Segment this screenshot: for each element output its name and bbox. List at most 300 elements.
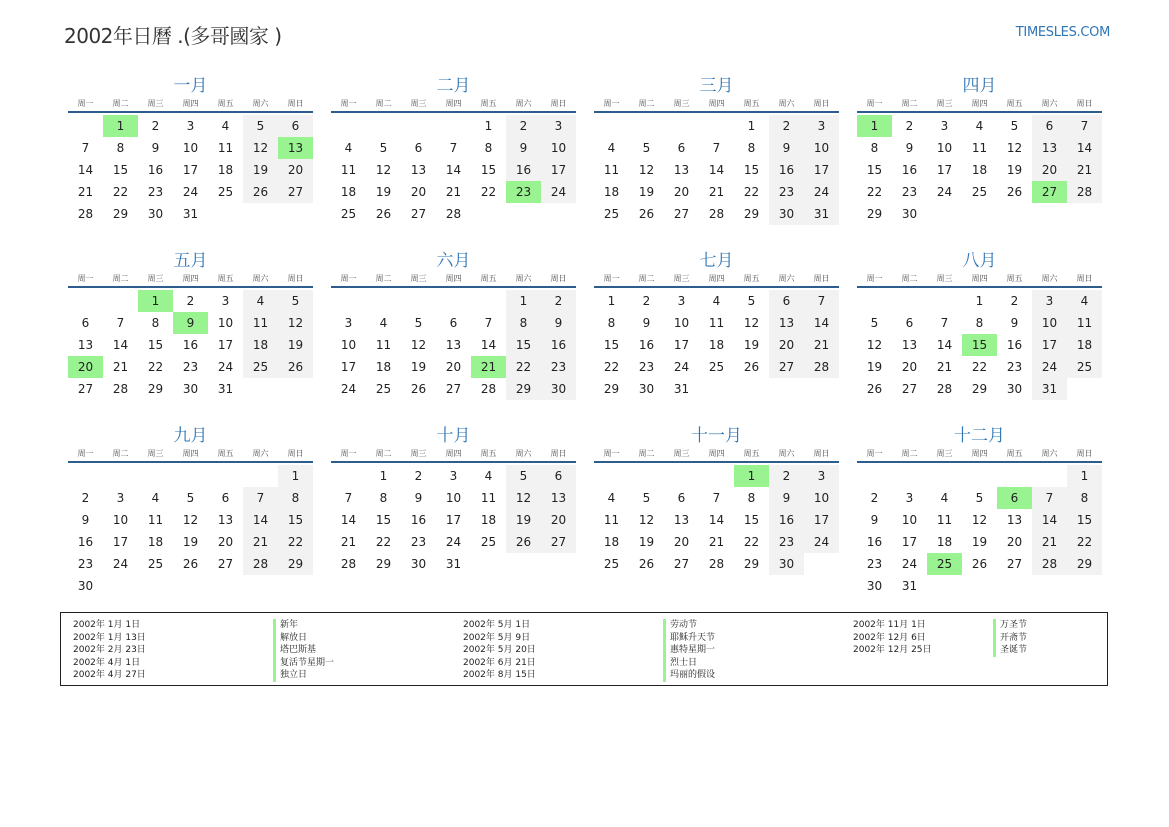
day-cell: 21 — [340, 535, 357, 549]
month-name: 二月 — [436, 76, 471, 96]
weekday-header — [68, 97, 313, 111]
weekday-label: 周日 — [1076, 99, 1093, 108]
holiday-date: 2002年 4月 27日 — [73, 670, 146, 680]
weekday-label: 周三 — [936, 274, 953, 283]
weekday-label: 周六 — [515, 274, 532, 283]
day-cell: 28 — [77, 207, 94, 221]
day-cell: 14 — [112, 338, 129, 352]
empty-cell — [331, 290, 366, 312]
weekday-label: 周二 — [638, 449, 655, 458]
calendar-months — [68, 75, 1102, 593]
weekday-label: 周日 — [287, 99, 304, 108]
day-cell: 17 — [340, 360, 357, 374]
weekday-label: 周六 — [252, 274, 269, 283]
weekday-label: 周二 — [375, 99, 392, 108]
day-cell: 25 — [603, 557, 620, 571]
day-cell: 13 — [1006, 513, 1023, 527]
day-cell: 11 — [217, 141, 234, 155]
day-cell: 29 — [112, 207, 129, 221]
weekday-label: 周四 — [445, 99, 462, 108]
holiday-list — [60, 612, 1108, 686]
day-cell: 27 — [278, 181, 313, 203]
day-cell: 26 — [1006, 185, 1023, 199]
month-name: 八月 — [962, 251, 997, 271]
day-cell: 3 — [804, 465, 839, 487]
weekday-label: 周四 — [708, 99, 725, 108]
holiday-day-cell: 1 — [103, 115, 138, 137]
day-cell: 17 — [804, 509, 839, 531]
day-cell: 9 — [506, 137, 541, 159]
day-cell: 24 — [901, 557, 918, 571]
day-cell: 26 — [506, 531, 541, 553]
month-name: 六月 — [436, 251, 471, 271]
day-cell: 19 — [243, 159, 278, 181]
day-cell: 15 — [603, 338, 620, 352]
day-cell: 4 — [151, 491, 160, 505]
day-cell: 4 — [607, 141, 616, 155]
weekday-label: 周四 — [182, 449, 199, 458]
day-cell: 24 — [445, 535, 462, 549]
weekday-label: 周二 — [375, 274, 392, 283]
day-cell: 25 — [217, 185, 234, 199]
day-cell: 10 — [936, 141, 953, 155]
weekday-header — [331, 97, 576, 111]
day-cell: 29 — [147, 382, 164, 396]
day-cell: 24 — [1032, 356, 1067, 378]
day-cell: 24 — [112, 557, 129, 571]
day-cell: 23 — [1006, 360, 1023, 374]
day-cell: 27 — [1006, 557, 1023, 571]
day-cell: 29 — [743, 207, 760, 221]
weekday-label: 周三 — [147, 449, 164, 458]
holiday-date: 2002年 8月 15日 — [463, 670, 536, 680]
day-cell: 20 — [445, 360, 462, 374]
weekday-label: 周日 — [1076, 449, 1093, 458]
day-cell: 20 — [1032, 159, 1067, 181]
day-cell: 2 — [642, 294, 651, 308]
day-cell: 20 — [769, 334, 804, 356]
day-cell: 28 — [804, 356, 839, 378]
empty-cell — [68, 115, 103, 137]
holiday-date: 2002年 6月 21日 — [463, 657, 536, 668]
day-cell: 20 — [217, 535, 234, 549]
day-cell: 26 — [971, 557, 988, 571]
day-cell: 30 — [638, 382, 655, 396]
header-rule — [857, 286, 1102, 288]
day-cell: 4 — [484, 469, 493, 483]
day-cell: 28 — [243, 553, 278, 575]
day-cell: 31 — [445, 557, 462, 571]
day-cell: 6 — [905, 316, 914, 330]
header-rule — [857, 111, 1102, 113]
empty-cell — [138, 465, 173, 487]
day-cell: 15 — [480, 163, 497, 177]
holiday-names-col-1 — [273, 619, 463, 685]
day-cell: 13 — [217, 513, 234, 527]
day-cell: 27 — [901, 382, 918, 396]
holiday-name: 耶稣升天节 — [663, 632, 853, 645]
header-rule — [594, 461, 839, 463]
day-cell: 8 — [278, 487, 313, 509]
day-cell: 16 — [1006, 338, 1023, 352]
day-cell: 31 — [804, 203, 839, 225]
site-link[interactable]: TIMESLES.COM — [1015, 25, 1110, 40]
day-cell: 18 — [708, 338, 725, 352]
day-cell: 20 — [673, 535, 690, 549]
day-cell: 15 — [866, 163, 883, 177]
day-cell: 18 — [147, 535, 164, 549]
month-name: 三月 — [699, 76, 734, 96]
day-cell: 6 — [541, 465, 576, 487]
day-cell: 12 — [278, 312, 313, 334]
day-cell: 24 — [804, 531, 839, 553]
empty-cell — [208, 465, 243, 487]
month-calendar — [68, 425, 313, 593]
day-cell: 20 — [410, 185, 427, 199]
day-cell: 21 — [243, 531, 278, 553]
weekday-label: 周五 — [217, 274, 234, 283]
day-cell: 18 — [480, 513, 497, 527]
day-cell: 26 — [866, 382, 883, 396]
holiday-day-cell: 9 — [173, 312, 208, 334]
day-cell: 11 — [480, 491, 497, 505]
day-cell: 21 — [708, 535, 725, 549]
day-cell: 15 — [278, 509, 313, 531]
day-cell: 6 — [677, 491, 686, 505]
day-cell: 28 — [708, 557, 725, 571]
day-cell: 31 — [901, 579, 918, 593]
day-cell: 23 — [901, 185, 918, 199]
day-cell: 16 — [182, 338, 199, 352]
day-cell: 7 — [449, 141, 458, 155]
month-name: 十二月 — [954, 426, 1005, 446]
day-cell: 22 — [743, 535, 760, 549]
holiday-day-cell: 20 — [68, 356, 103, 378]
day-cell: 21 — [1067, 159, 1102, 181]
weekday-label: 周三 — [410, 274, 427, 283]
empty-cell — [331, 115, 366, 137]
day-cell: 31 — [217, 382, 234, 396]
day-cell: 6 — [769, 290, 804, 312]
weekday-label: 周五 — [1006, 99, 1023, 108]
day-cell: 8 — [1067, 487, 1102, 509]
weekday-label: 周三 — [147, 274, 164, 283]
day-cell: 30 — [769, 203, 804, 225]
day-cell: 17 — [217, 338, 234, 352]
holiday-day-cell: 13 — [278, 137, 313, 159]
day-cell: 13 — [673, 513, 690, 527]
empty-cell — [366, 290, 401, 312]
weekday-label: 周六 — [778, 99, 795, 108]
day-cell: 26 — [410, 382, 427, 396]
header-rule — [68, 111, 313, 113]
month-calendar — [68, 75, 313, 243]
month-calendar — [594, 250, 839, 418]
holiday-name: 万圣节 — [993, 619, 1113, 632]
day-cell: 2 — [769, 465, 804, 487]
day-cell: 17 — [936, 163, 953, 177]
day-cell: 11 — [936, 513, 953, 527]
weekday-label: 周四 — [971, 274, 988, 283]
day-cell: 28 — [445, 207, 462, 221]
day-cell: 3 — [1032, 290, 1067, 312]
day-cell: 26 — [243, 181, 278, 203]
day-cell: 27 — [217, 557, 234, 571]
day-cell: 14 — [1032, 509, 1067, 531]
weekday-label: 周一 — [77, 99, 94, 108]
day-cell: 16 — [506, 159, 541, 181]
weekday-label: 周六 — [778, 449, 795, 458]
weekday-label: 周二 — [112, 274, 129, 283]
weekday-label: 周五 — [480, 274, 497, 283]
weekday-label: 周一 — [77, 449, 94, 458]
day-cell: 12 — [410, 338, 427, 352]
weekday-label: 周四 — [445, 449, 462, 458]
empty-cell — [68, 290, 103, 312]
day-cell: 14 — [708, 513, 725, 527]
day-cell: 12 — [971, 513, 988, 527]
day-cell: 5 — [642, 141, 651, 155]
day-cell: 15 — [147, 338, 164, 352]
day-cell: 13 — [541, 487, 576, 509]
day-cell: 19 — [506, 509, 541, 531]
day-cell: 1 — [747, 119, 756, 133]
day-cell: 6 — [414, 141, 423, 155]
day-cell: 11 — [340, 163, 357, 177]
day-cell: 1 — [607, 294, 616, 308]
holiday-day-cell: 21 — [471, 356, 506, 378]
empty-cell — [103, 465, 138, 487]
weekday-label: 周一 — [603, 274, 620, 283]
day-cell: 20 — [673, 185, 690, 199]
month-calendar — [594, 75, 839, 243]
day-cell: 7 — [712, 491, 721, 505]
day-grid — [857, 465, 1102, 597]
day-cell: 8 — [870, 141, 879, 155]
day-cell: 2 — [186, 294, 195, 308]
day-cell: 12 — [506, 487, 541, 509]
day-cell: 30 — [182, 382, 199, 396]
day-cell: 9 — [870, 513, 879, 527]
day-cell: 6 — [221, 491, 230, 505]
day-cell: 8 — [151, 316, 160, 330]
weekday-label: 周五 — [743, 274, 760, 283]
day-cell: 11 — [243, 312, 278, 334]
day-cell: 6 — [1032, 115, 1067, 137]
empty-cell — [927, 465, 962, 487]
month-name: 十一月 — [691, 426, 742, 446]
day-cell: 7 — [116, 316, 125, 330]
day-cell: 10 — [340, 338, 357, 352]
holiday-date: 2002年 2月 23日 — [73, 645, 146, 655]
weekday-label: 周五 — [217, 449, 234, 458]
day-cell: 1 — [379, 469, 388, 483]
holiday-name: 开斋节 — [993, 632, 1113, 645]
weekday-label: 周日 — [550, 449, 567, 458]
day-cell: 9 — [769, 137, 804, 159]
weekday-label: 周日 — [287, 274, 304, 283]
day-cell: 27 — [673, 557, 690, 571]
day-grid — [594, 465, 839, 575]
day-cell: 7 — [243, 487, 278, 509]
day-cell: 5 — [747, 294, 756, 308]
day-cell: 6 — [677, 141, 686, 155]
day-cell: 12 — [182, 513, 199, 527]
month-calendar — [68, 250, 313, 418]
day-cell: 2 — [769, 115, 804, 137]
day-cell: 12 — [638, 513, 655, 527]
holiday-day-cell: 6 — [997, 487, 1032, 509]
day-cell: 22 — [375, 535, 392, 549]
holiday-date: 2002年 1月 1日 — [73, 620, 141, 630]
day-cell: 5 — [379, 141, 388, 155]
weekday-label: 周三 — [410, 99, 427, 108]
holiday-dates-col-2 — [463, 619, 663, 685]
day-cell: 22 — [112, 185, 129, 199]
day-cell: 27 — [541, 531, 576, 553]
day-cell: 2 — [506, 115, 541, 137]
day-cell: 25 — [971, 185, 988, 199]
day-cell: 11 — [603, 513, 620, 527]
day-cell: 4 — [975, 119, 984, 133]
day-cell: 3 — [940, 119, 949, 133]
holiday-name: 劳动节 — [663, 619, 853, 632]
day-cell: 27 — [445, 382, 462, 396]
day-cell: 29 — [971, 382, 988, 396]
day-cell: 12 — [638, 163, 655, 177]
day-cell: 8 — [379, 491, 388, 505]
day-cell: 10 — [673, 316, 690, 330]
day-cell: 3 — [186, 119, 195, 133]
day-cell: 7 — [484, 316, 493, 330]
weekday-label: 周三 — [936, 99, 953, 108]
empty-cell — [892, 290, 927, 312]
day-cell: 10 — [1032, 312, 1067, 334]
day-cell: 18 — [243, 334, 278, 356]
month-calendar — [331, 250, 576, 418]
day-cell: 5 — [414, 316, 423, 330]
day-cell: 10 — [445, 491, 462, 505]
day-cell: 25 — [1067, 356, 1102, 378]
holiday-date: 2002年 12月 25日 — [853, 645, 932, 655]
day-cell: 29 — [866, 207, 883, 221]
day-cell: 27 — [673, 207, 690, 221]
holiday-dates-col-1 — [73, 619, 273, 685]
day-cell: 7 — [1032, 487, 1067, 509]
day-cell: 3 — [344, 316, 353, 330]
day-cell: 5 — [506, 465, 541, 487]
weekday-label: 周五 — [217, 99, 234, 108]
month-name: 一月 — [173, 76, 208, 96]
weekday-label: 周六 — [515, 99, 532, 108]
day-grid — [857, 290, 1102, 400]
holiday-date: 2002年 12月 6日 — [853, 632, 926, 643]
empty-cell — [401, 290, 436, 312]
day-cell: 9 — [414, 491, 423, 505]
holiday-name: 独立日 — [273, 669, 463, 682]
day-cell: 17 — [541, 159, 576, 181]
day-cell: 11 — [603, 163, 620, 177]
empty-cell — [664, 465, 699, 487]
day-cell: 15 — [743, 163, 760, 177]
day-cell: 24 — [673, 360, 690, 374]
empty-cell — [962, 465, 997, 487]
weekday-label: 周四 — [708, 274, 725, 283]
weekday-label: 周一 — [340, 274, 357, 283]
empty-cell — [629, 465, 664, 487]
holiday-name: 玛丽的假设 — [663, 669, 853, 682]
weekday-label: 周二 — [901, 449, 918, 458]
day-cell: 6 — [81, 316, 90, 330]
empty-cell — [857, 465, 892, 487]
day-cell: 14 — [708, 163, 725, 177]
weekday-label: 周六 — [515, 449, 532, 458]
day-cell: 4 — [379, 316, 388, 330]
weekday-label: 周二 — [112, 99, 129, 108]
weekday-label: 周六 — [778, 274, 795, 283]
empty-cell — [699, 115, 734, 137]
day-cell: 10 — [804, 487, 839, 509]
day-cell: 24 — [182, 185, 199, 199]
month-calendar — [857, 250, 1102, 418]
day-cell: 12 — [866, 338, 883, 352]
holiday-names-col-2 — [663, 619, 853, 685]
day-cell: 3 — [905, 491, 914, 505]
day-cell: 1 — [506, 290, 541, 312]
day-cell: 16 — [769, 159, 804, 181]
empty-cell — [699, 465, 734, 487]
day-cell: 4 — [940, 491, 949, 505]
day-cell: 9 — [1010, 316, 1019, 330]
weekday-label: 周一 — [866, 99, 883, 108]
header-rule — [594, 111, 839, 113]
day-cell: 21 — [112, 360, 129, 374]
weekday-label: 周日 — [813, 99, 830, 108]
day-cell: 5 — [278, 290, 313, 312]
day-cell: 19 — [971, 535, 988, 549]
day-cell: 13 — [901, 338, 918, 352]
weekday-label: 周二 — [112, 449, 129, 458]
weekday-label: 周六 — [252, 99, 269, 108]
day-cell: 17 — [1032, 334, 1067, 356]
day-cell: 3 — [449, 469, 458, 483]
day-cell: 20 — [901, 360, 918, 374]
holiday-date: 2002年 11月 1日 — [853, 620, 926, 630]
day-cell: 18 — [603, 535, 620, 549]
day-cell: 29 — [603, 382, 620, 396]
day-cell: 2 — [905, 119, 914, 133]
day-cell: 25 — [147, 557, 164, 571]
day-cell: 9 — [905, 141, 914, 155]
day-cell: 24 — [340, 382, 357, 396]
holiday-day-cell: 1 — [138, 290, 173, 312]
day-cell: 4 — [221, 119, 230, 133]
empty-cell — [594, 115, 629, 137]
day-cell: 19 — [743, 338, 760, 352]
day-cell: 17 — [445, 513, 462, 527]
day-cell: 22 — [278, 531, 313, 553]
day-cell: 25 — [480, 535, 497, 549]
weekday-label: 周五 — [1006, 274, 1023, 283]
day-cell: 9 — [81, 513, 90, 527]
day-cell: 11 — [375, 338, 392, 352]
weekday-label: 周五 — [480, 449, 497, 458]
day-cell: 22 — [147, 360, 164, 374]
day-cell: 17 — [901, 535, 918, 549]
day-cell: 30 — [769, 553, 804, 575]
weekday-label: 周二 — [638, 274, 655, 283]
weekday-label: 周五 — [1006, 449, 1023, 458]
